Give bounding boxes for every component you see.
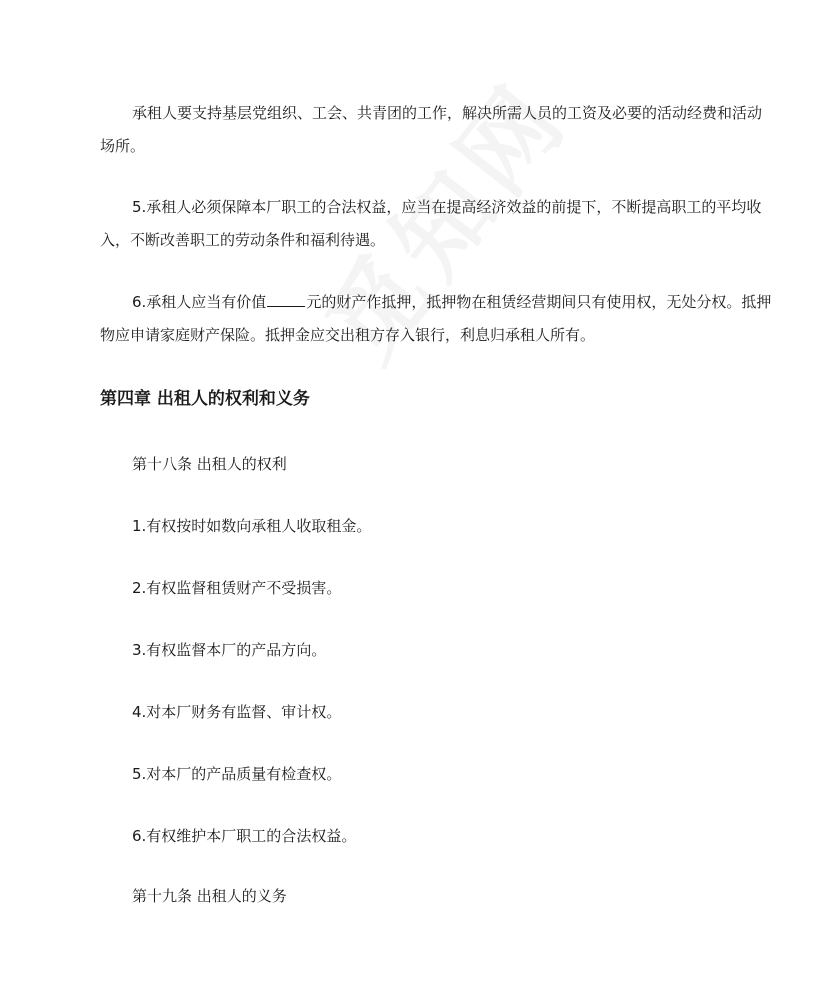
article-18-heading: 第十八条 出租人的权利 xyxy=(132,455,287,473)
list-item: 2.有权监督租赁财产不受损害。 xyxy=(132,579,342,597)
paragraph-item-5-employee-rights: 5.承租人必须保障本厂职工的合法权益，应当在提高经济效益的前提下，不断提高职工的平均收入，不断改善职工的劳动条件和福利待遇。 xyxy=(100,198,762,249)
chapter-4-heading: 第四章 出租人的权利和义务 xyxy=(100,389,310,409)
collateral-text-before: 6.承租人应当有价值 xyxy=(132,293,267,311)
collateral-text-after: 元的财产作抵押，抵押物在租赁经营期间只有使用权，无处分权。抵押物应申请家庭财产保险。抵押金应交出租方存入银行，利息归承租人所有。 xyxy=(100,293,772,344)
list-item: 5.对本厂的产品质量有检查权。 xyxy=(132,765,342,783)
paragraph-item-6-collateral xyxy=(100,286,772,352)
list-item: 3.有权监督本厂的产品方向。 xyxy=(132,641,327,659)
list-item: 1.有权按时如数向承租人收取租金。 xyxy=(132,517,372,535)
value-blank-line xyxy=(267,292,305,307)
paragraph-support-organizations: 承租人要支持基层党组织、工会、共青团的工作，解决所需人员的工资及必要的活动经费和活动场所。 xyxy=(100,104,763,155)
list-item: 4.对本厂财务有监督、审计权。 xyxy=(132,703,342,721)
article-19-heading: 第十九条 出租人的义务 xyxy=(132,887,287,905)
list-item: 6.有权维护本厂职工的合法权益。 xyxy=(132,827,357,845)
